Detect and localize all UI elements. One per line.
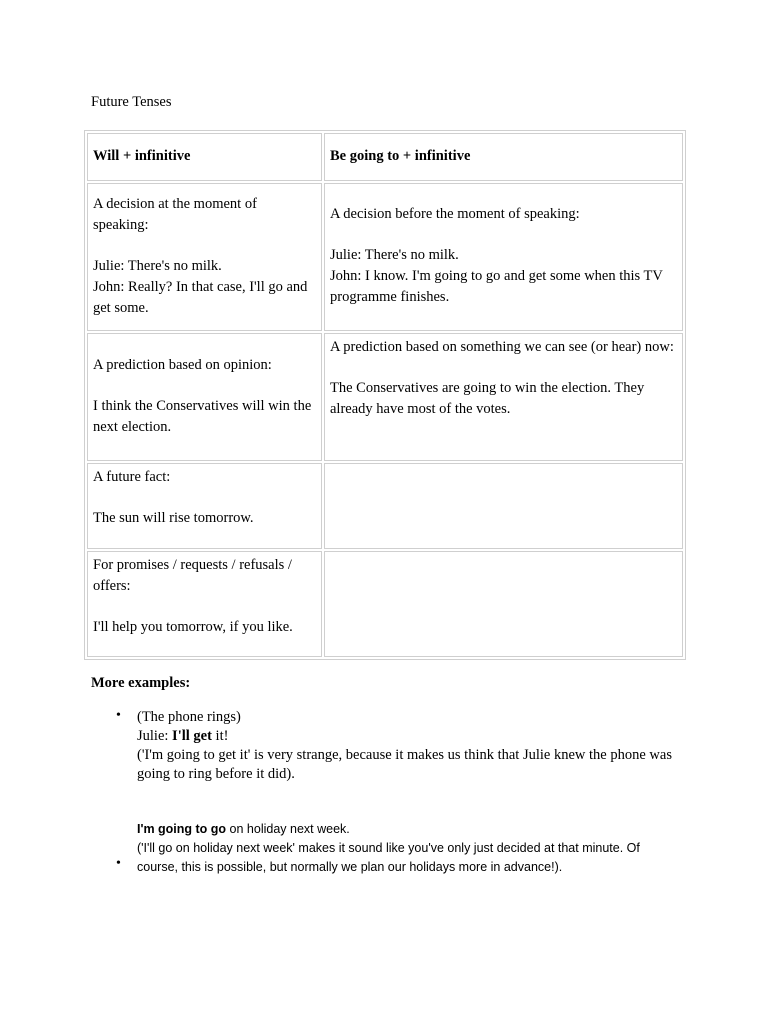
example-line: The Conservatives are going to win the election. They already have most of the votes. bbox=[330, 380, 645, 417]
cell-empty bbox=[324, 551, 683, 657]
example-note: ('I'll go on holiday next week' makes it sound like you've only just decided at that minute. Of course, this is possible, but normally we plan our holidays more in advance!). bbox=[137, 841, 640, 874]
list-item bbox=[0, 708, 768, 784]
examples-list bbox=[0, 708, 768, 877]
example-context: (The phone rings) bbox=[137, 709, 241, 725]
header-will: Will + infinitive bbox=[87, 133, 322, 181]
cell-will-fact bbox=[87, 463, 322, 549]
future-tenses-table bbox=[84, 130, 686, 660]
cell-going-decision bbox=[324, 183, 683, 331]
table-row bbox=[87, 183, 683, 331]
example-line: Julie: There's no milk. bbox=[330, 247, 459, 263]
table-row bbox=[87, 463, 683, 549]
example-text bbox=[0, 820, 667, 877]
table-header-row bbox=[87, 133, 683, 181]
use-text: A prediction based on opinion: bbox=[93, 356, 272, 373]
cell-will-prediction bbox=[87, 333, 322, 461]
example-line: I think the Conservatives will win the next election. bbox=[93, 397, 312, 435]
cell-going-prediction bbox=[324, 333, 683, 461]
example-line: I'll help you tomorrow, if you like. bbox=[93, 619, 293, 635]
list-item bbox=[0, 820, 768, 877]
emphasis: I'm going to go bbox=[137, 822, 227, 836]
table-row bbox=[87, 333, 683, 461]
cell-empty bbox=[324, 463, 683, 549]
table-row bbox=[87, 551, 683, 657]
example-text bbox=[0, 708, 677, 784]
example-sentence: I'm going to go on holiday next week. bbox=[137, 822, 350, 836]
bullet-icon: • bbox=[116, 856, 121, 871]
example-line: The sun will rise tomorrow. bbox=[93, 510, 254, 526]
document-title: Future Tenses bbox=[91, 94, 172, 110]
emphasis: I'll get bbox=[172, 728, 212, 744]
use-text: A decision before the moment of speaking: bbox=[330, 206, 580, 222]
cell-will-decision bbox=[87, 183, 322, 331]
use-text: A future fact: bbox=[93, 469, 171, 485]
use-text: A decision at the moment of speaking: bbox=[93, 195, 257, 233]
header-going-to: Be going to + infinitive bbox=[324, 133, 683, 181]
example-line: John: I know. I'm going to go and get some when this TV programme finishes. bbox=[330, 268, 663, 305]
use-text: For promises / requests / refusals / offers: bbox=[93, 557, 292, 594]
more-examples-heading: More examples: bbox=[91, 675, 191, 691]
example-line: John: Really? In that case, I'll go and get some. bbox=[93, 278, 308, 316]
example-note: ('I'm going to get it' is very strange, because it makes us think that Julie knew the phone was going to ring before it did). bbox=[137, 747, 672, 782]
bullet-icon: • bbox=[116, 708, 121, 723]
example-line: Julie: There's no milk. bbox=[93, 257, 222, 274]
cell-will-promises bbox=[87, 551, 322, 657]
use-text: A prediction based on something we can see (or hear) now: bbox=[330, 339, 674, 355]
example-dialogue: Julie: I'll get it! bbox=[137, 728, 229, 744]
